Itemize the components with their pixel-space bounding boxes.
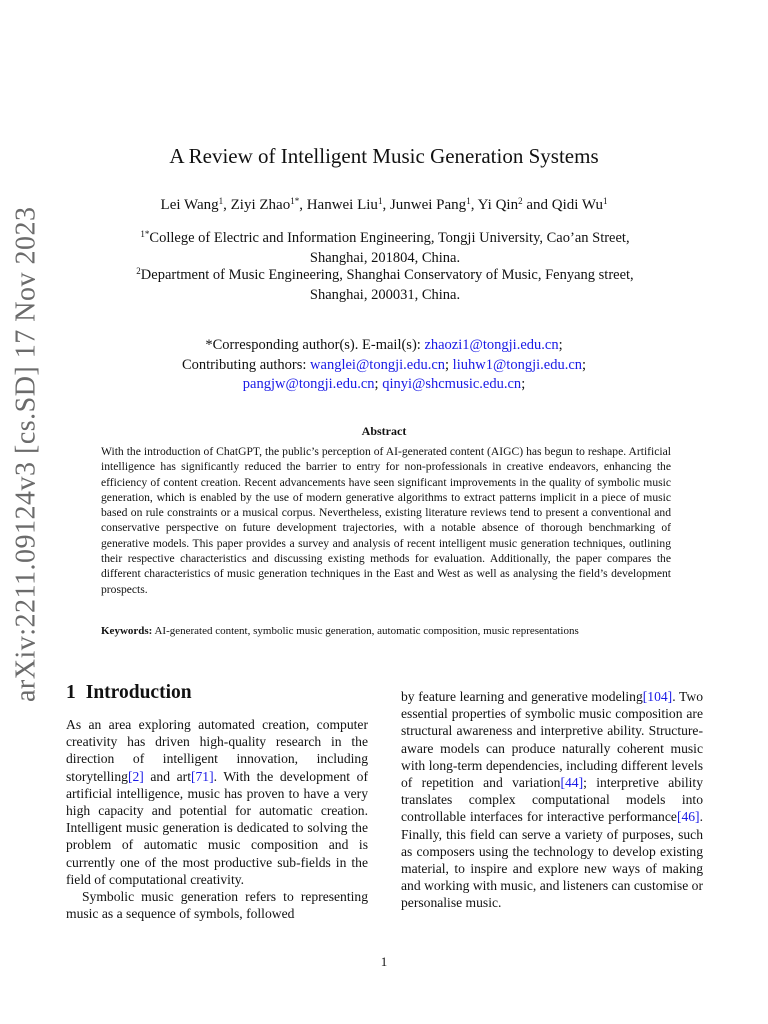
author-conjunction: and xyxy=(522,197,552,213)
text-run: . With the development of artificial intelligence, music has proven to have a very high capacity and potential for automatic creation. Intelligent music generation is dedicated to solving the problem of automatic music composition and is currently one of the most productive sub-fields in the field of computational creativity. xyxy=(66,768,368,887)
keywords-line xyxy=(101,625,681,637)
section-number: 1 xyxy=(66,682,76,703)
section-heading-introduction xyxy=(66,682,192,704)
author-affiliation-mark: 2 xyxy=(518,196,523,206)
abstract-text: With the introduction of ChatGPT, the public’s perception of AI-generated content (AIGC) has begun to reshape. Artificial intelligence has significantly reduced the barrier to entry for non-professionals in creative endeavors, enhancing the efficiency of content creation. Recent advancements have seen significant improvements in the quality of symbolic music generation, which is enabled by the use of modern generative algorithms to extract patterns implicit in a piece of music based on rule constraints or a musical corpus. Nevertheless, existing literature reviews tend to present a conventional and conservative perspective on future development trajectories, with a notable absence of thorough benchmarking of generative models. This paper provides a survey and analysis of recent intelligent music generation techniques, outlining their respective characteristics and discussing existing methods for evaluation. Additionally, the paper compares the different characteristics of music generation techniques in the East and West as well as analysing the field’s development prospects. xyxy=(101,445,671,596)
email-link-qinyi[interactable]: qinyi@shcmusic.edu.cn xyxy=(382,376,522,392)
author-affiliation-mark: 1 xyxy=(466,196,471,206)
corresponding-author-line xyxy=(0,335,768,355)
contributing-authors-line-2 xyxy=(0,374,768,394)
email-link-liuhw[interactable]: liuhw1@tongji.edu.cn xyxy=(452,357,583,373)
affiliation-line: College of Electric and Information Engineering, Tongji University, Cao’an Street, xyxy=(149,230,630,246)
text-run: As an area exploring automated creation, computer creativity has driven high-quality research in the direction of intelligent innovation, including storytelling xyxy=(66,717,368,784)
affiliation-line: Department of Music Engineering, Shanghai Conservatory of Music, Fenyang street, xyxy=(140,267,634,283)
citation-link[interactable]: [46] xyxy=(676,809,700,825)
author-list xyxy=(0,197,768,214)
corresponding-label: *Corresponding author(s). E-mail(s): xyxy=(205,337,425,353)
punctuation: ; xyxy=(374,376,383,392)
author-name: Yi Qin xyxy=(477,197,519,213)
keywords-label: Keywords: xyxy=(101,625,153,637)
contributing-label: Contributing authors: xyxy=(181,357,311,373)
paragraph xyxy=(66,716,368,888)
email-link-wanglei[interactable]: wanglei@tongji.edu.cn xyxy=(310,357,446,373)
contributing-authors-line xyxy=(0,355,768,375)
author-affiliation-mark: 1 xyxy=(602,196,608,206)
author-affiliation-mark: 1 xyxy=(218,196,224,206)
affiliation-2 xyxy=(90,265,680,305)
citation-link[interactable]: [2] xyxy=(127,768,144,784)
affiliation-mark: 2 xyxy=(136,266,141,276)
citation-link[interactable]: [44] xyxy=(560,775,584,791)
affiliation-line: Shanghai, 201804, China. xyxy=(309,250,461,266)
text-run: by feature learning and generative modeling xyxy=(401,689,643,704)
text-run: and art xyxy=(143,768,191,784)
author-name: Qidi Wu xyxy=(551,197,603,213)
keywords-text: AI-generated content, symbolic music generation, automatic composition, music representations xyxy=(152,625,579,637)
email-link-zhaozi[interactable]: zhaozi1@tongji.edu.cn xyxy=(424,337,559,353)
author-separator: , xyxy=(382,197,390,213)
author-name: Lei Wang xyxy=(160,197,219,213)
text-run: . Finally, this field can serve a variety of purposes, such as composers using the technology to develop existing material, to inspire and explore new ways of making and working with music, and listeners can customise or personalise music. xyxy=(401,809,703,911)
affiliation-mark: 1* xyxy=(140,229,150,239)
author-name: Ziyi Zhao xyxy=(230,197,291,213)
affiliation-1 xyxy=(90,228,680,268)
left-column xyxy=(66,716,368,922)
author-name: Hanwei Liu xyxy=(306,197,378,213)
paragraph: Symbolic music generation refers to representing music as a sequence of symbols, followed xyxy=(66,889,368,922)
section-title: Introduction xyxy=(85,682,192,703)
citation-link[interactable]: [71] xyxy=(190,768,214,784)
email-link-pangjw[interactable]: pangjw@tongji.edu.cn xyxy=(242,376,375,392)
text-run: ; interpretive ability translates complex computational models into controllable interfaces for interactive performance xyxy=(401,775,703,825)
author-separator: , xyxy=(223,197,231,213)
paper-title: A Review of Intelligent Music Generation Systems xyxy=(169,144,599,168)
text-run: . Two essential properties of symbolic music composition are structural awareness and interpretive ability. Structure-aware models can produce naturally coherent music with long-term dependencies, including different levels of repetition and variation xyxy=(401,689,703,791)
author-affiliation-mark: 1 xyxy=(377,196,383,206)
punctuation: ; xyxy=(445,357,453,373)
abstract-heading: Abstract xyxy=(361,424,407,438)
author-separator: , xyxy=(299,197,307,213)
right-column xyxy=(401,688,703,912)
paragraph xyxy=(401,688,703,912)
punctuation: ; xyxy=(558,337,563,353)
citation-link[interactable]: [104] xyxy=(642,689,673,704)
author-affiliation-mark: 1* xyxy=(290,196,300,206)
affiliation-line: Shanghai, 200031, China. xyxy=(309,287,461,303)
punctuation: ; xyxy=(582,357,587,373)
author-separator: , xyxy=(470,197,478,213)
author-name: Junwei Pang xyxy=(389,197,467,213)
arxiv-identifier-stamp: arXiv:2211.09124v3 [cs.SD] 17 Nov 2023 xyxy=(10,206,42,703)
punctuation: ; xyxy=(521,376,526,392)
page-number: 1 xyxy=(380,954,388,969)
